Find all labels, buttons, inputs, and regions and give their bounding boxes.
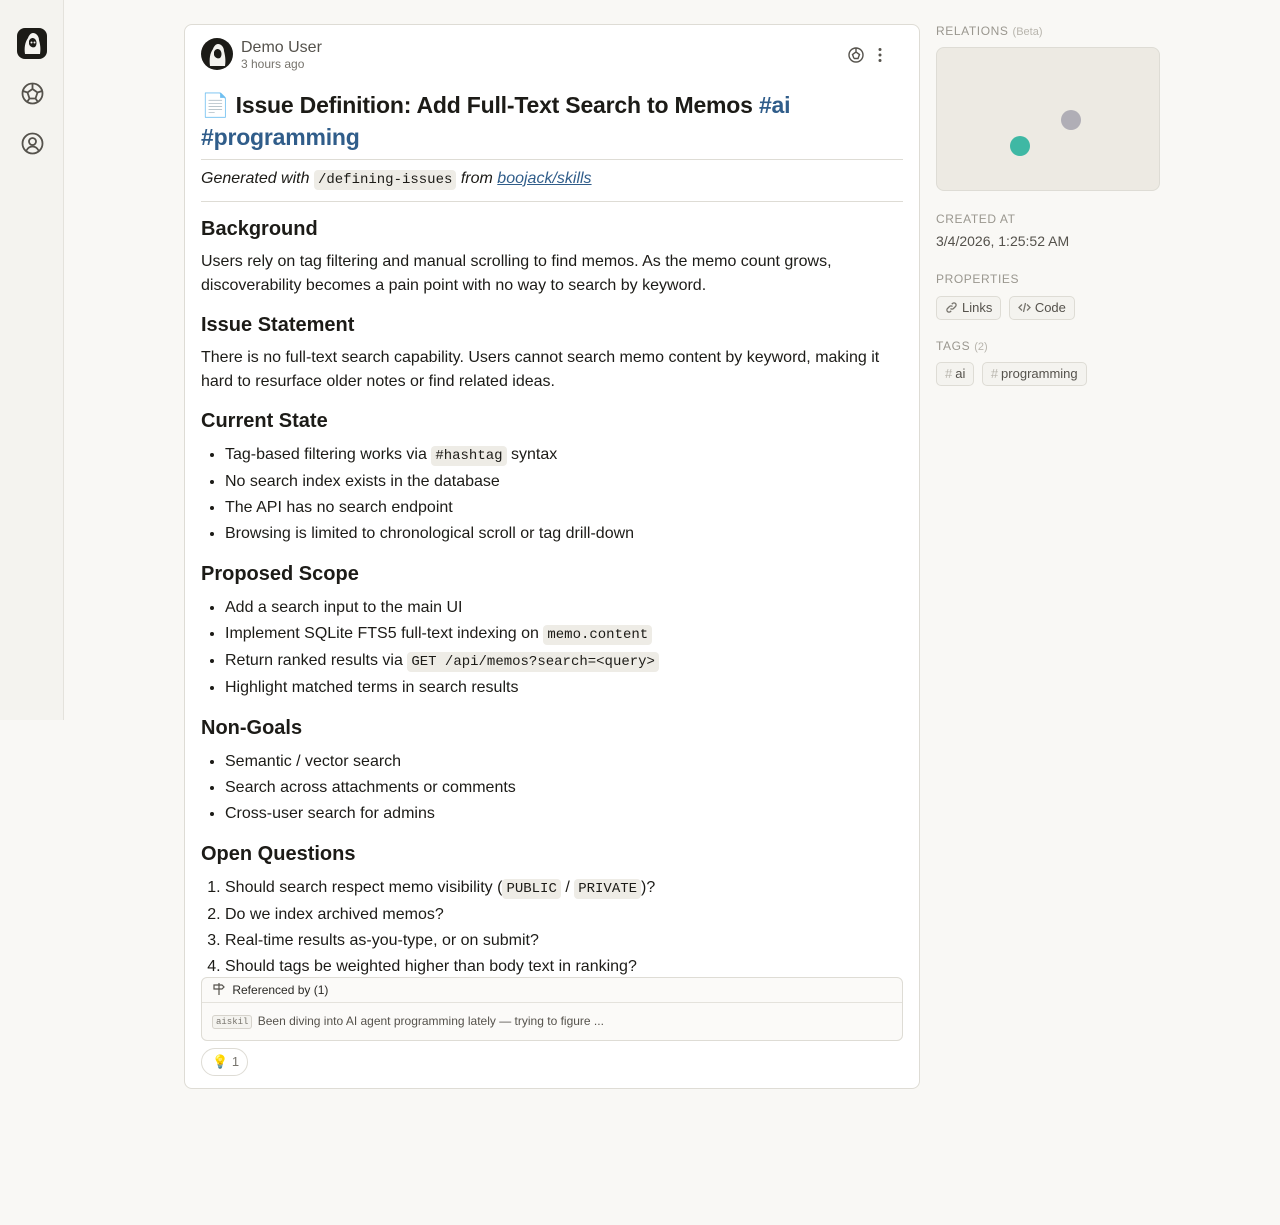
memo-title xyxy=(201,89,903,160)
beta-badge: (Beta) xyxy=(1012,26,1043,38)
author-name[interactable]: Demo User xyxy=(241,39,322,56)
list-item: • Highlight matched terms in search results xyxy=(225,675,903,701)
command-code: /defining-issues xyxy=(314,170,456,190)
profile-icon[interactable] xyxy=(20,131,45,156)
reaction-count: 1 xyxy=(231,1054,240,1069)
reference-item[interactable] xyxy=(202,1003,902,1040)
list-item: • Semantic / vector search xyxy=(225,749,903,775)
list-item: • Browsing is limited to chronological scroll or tag drill-down xyxy=(225,521,903,547)
lightbulb-icon: 💡 xyxy=(212,1054,229,1069)
signpost-icon xyxy=(212,980,226,994)
relations-label: RELATIONS (Beta) xyxy=(936,24,1043,38)
reference-badge: aiskil xyxy=(212,1015,252,1029)
list-item: 2. Do we index archived memos? xyxy=(225,902,903,928)
inline-code: PUBLIC xyxy=(502,879,560,899)
generated-middle: from xyxy=(460,170,493,187)
memo-content xyxy=(201,89,903,980)
non-goals-list xyxy=(201,749,903,827)
visibility-icon[interactable] xyxy=(847,46,865,64)
proposed-scope-list xyxy=(201,595,903,701)
memo-header xyxy=(201,38,903,72)
avatar[interactable] xyxy=(201,38,233,70)
inline-code: #hashtag xyxy=(431,446,506,466)
memo-card xyxy=(184,24,920,1089)
list-item: • Add a search input to the main UI xyxy=(225,595,903,621)
referenced-by-label: Referenced by (1) xyxy=(232,983,329,997)
inline-code: memo.content xyxy=(543,625,652,645)
document-emoji: 📄 xyxy=(201,92,230,118)
hash-icon: # xyxy=(990,366,999,381)
list-item: 3. Real-time results as-you-type, or on submit? xyxy=(225,928,903,954)
list-item: 4. Should tags be weighted higher than body text in ranking? xyxy=(225,954,903,980)
tags-count: (2) xyxy=(974,341,988,353)
created-at-label: CREATED AT xyxy=(936,212,1016,226)
navigation-rail xyxy=(0,0,64,720)
list-item: • Return ranked results via GET /api/memos?search=<query> xyxy=(225,648,903,675)
list-item: • Implement SQLite FTS5 full-text indexing on memo.content xyxy=(225,621,903,648)
section-heading-current: Current State xyxy=(201,410,328,432)
title-tag-programming[interactable]: #programming xyxy=(201,124,360,150)
section-heading-issue: Issue Statement xyxy=(201,314,355,336)
referenced-by-header xyxy=(202,978,902,1003)
reaction-button[interactable] xyxy=(201,1048,248,1076)
background-text: Users rely on tag filtering and manual scrolling to find memos. As the memo count grows, discoverability becomes a pain point with no way to search by keyword. xyxy=(201,253,832,294)
list-item: • Search across attachments or comments xyxy=(225,775,903,801)
properties-label: PROPERTIES xyxy=(936,272,1020,286)
issue-text: There is no full-text search capability. Users cannot search memo content by keyword, making it hard to resurface older notes or find related ideas. xyxy=(201,349,880,390)
graph-node-current[interactable] xyxy=(1010,136,1030,156)
property-links[interactable]: Links xyxy=(936,296,1001,320)
generated-prefix: Generated with xyxy=(201,170,310,187)
section-heading-background: Background xyxy=(201,218,318,240)
app-logo[interactable] xyxy=(17,28,47,59)
list-item: • Cross-user search for admins xyxy=(225,801,903,827)
memo-sidebar xyxy=(936,24,1160,386)
explore-icon[interactable] xyxy=(20,81,45,106)
memo-timestamp[interactable]: 3 hours ago xyxy=(241,57,305,71)
link-icon xyxy=(945,299,958,312)
reference-snippet: Been diving into AI agent programming lately — trying to figure ... xyxy=(257,1014,604,1028)
tags-list xyxy=(936,362,1160,386)
properties-list xyxy=(936,296,1160,320)
inline-code: PRIVATE xyxy=(574,879,641,899)
inline-code: GET /api/memos?search=<query> xyxy=(407,652,659,672)
section-heading-scope: Proposed Scope xyxy=(201,563,359,585)
list-item: • No search index exists in the database xyxy=(225,469,903,495)
referenced-by-panel xyxy=(201,977,903,1041)
tags-label: TAGS (2) xyxy=(936,339,988,353)
generated-line xyxy=(201,160,903,202)
skills-link[interactable]: boojack/skills xyxy=(497,170,592,187)
property-code[interactable]: Code xyxy=(1009,296,1075,320)
section-heading-questions: Open Questions xyxy=(201,843,356,865)
list-item: • The API has no search endpoint xyxy=(225,495,903,521)
code-icon xyxy=(1018,299,1031,312)
hash-icon: # xyxy=(945,366,953,381)
graph-node-related[interactable] xyxy=(1061,110,1081,130)
title-text: Issue Definition: Add Full-Text Search to Memos xyxy=(235,92,753,118)
section-heading-nongoals: Non-Goals xyxy=(201,717,303,739)
relations-graph[interactable] xyxy=(936,47,1160,191)
more-icon[interactable] xyxy=(871,46,889,64)
list-item: • Tag-based filtering works via #hashtag syntax xyxy=(225,442,903,469)
list-item: 1. Should search respect memo visibility ( PUBLIC / PRIVATE )? xyxy=(225,875,903,902)
tag-chip-ai[interactable]: # ai xyxy=(936,362,974,386)
current-state-list xyxy=(201,442,903,547)
title-tag-ai[interactable]: #ai xyxy=(758,92,791,118)
created-at-value: 3/4/2026, 1:25:52 AM xyxy=(936,233,1070,249)
open-questions-list xyxy=(201,875,903,980)
tag-chip-programming[interactable]: # programming xyxy=(982,362,1087,386)
